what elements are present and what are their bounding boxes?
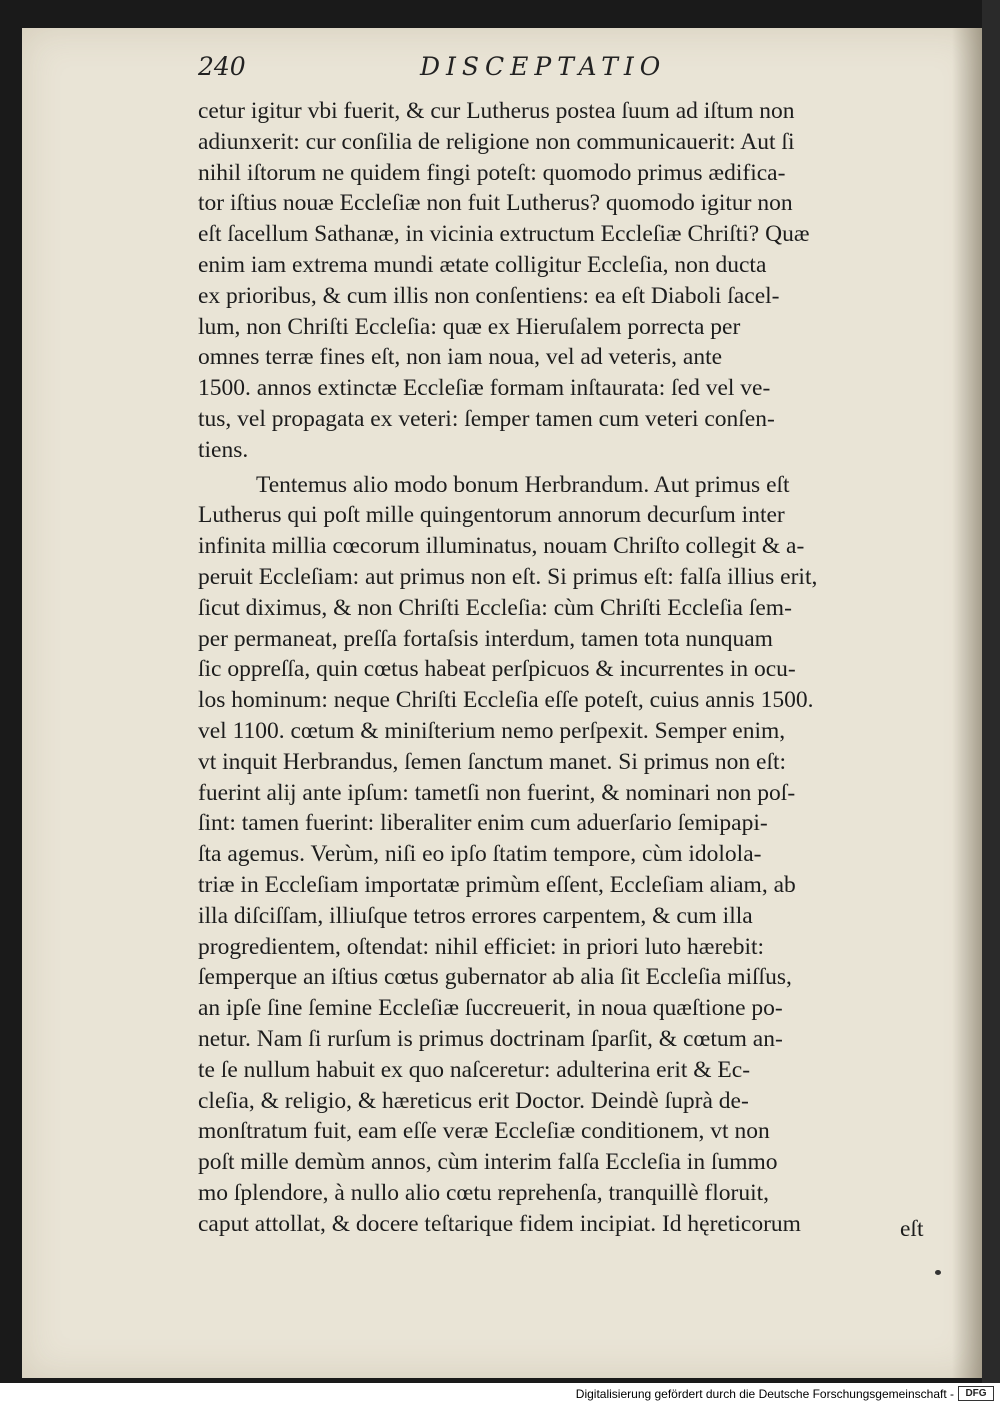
text-line: infinita millia cœcorum illuminatus, nouam Chriſto collegit & a- [198,533,805,560]
text-line: caput attollat, & docere teſtarique fidem incipiat. Id hęreticorum [198,1210,801,1237]
ink-speck [935,1270,941,1275]
text-line: per permaneat, preſſa fortaſsis interdum, tamen tota nunquam [198,625,773,652]
text-line: cleſia, & religio, & hæreticus erit Doctor. Deindè ſuprà de- [198,1087,749,1114]
text-line: ſint: tamen fuerint: liberaliter enim cum aduerſario ſemipapi- [198,810,768,837]
text-line: monſtratum fuit, eam eſſe veræ Eccleſiæ conditionem, vt non [198,1118,770,1145]
text-line: ſta agemus. Verùm, niſi eo ipſo ſtatim tempore, cùm idolola- [198,841,762,868]
running-head [198,52,918,92]
funding-credit: Digitalisierung gefördert durch die Deutsche Forschungsgemeinschaft - [575,1387,954,1401]
text-line: tiens. [198,436,249,463]
page-gutter-shadow [952,28,982,1378]
digitization-footer [0,1383,1000,1404]
text-line: poſt mille demùm annos, cùm interim falſa Eccleſia in ſummo [198,1149,778,1176]
text-line: peruit Eccleſiam: aut primus non eſt. Si primus eſt: falſa illius erit, [198,563,818,590]
text-line: Lutherus qui poſt mille quingentorum annorum decurſum inter [198,502,785,529]
page-number: 240 [198,52,246,81]
text-line: adiunxerit: cur conſilia de religione non communicauerit: Aut ſi [198,128,795,155]
text-line: lum, non Chriſti Eccleſia: quæ ex Hieruſalem porrecta per [198,313,741,340]
text-line: illa diſciſſam, illiuſque tetros errores carpentem, & cum illa [198,902,753,929]
text-line: tor iſtius nouæ Eccleſiæ non fuit Lutherus? quomodo igitur non [198,190,793,217]
running-title: DISCEPTATIO [420,52,667,81]
text-line: ſemperque an iſtius cœtus gubernator ab alia ſit Eccleſia miſſus, [198,964,792,991]
text-line: fuerint alij ante ipſum: tametſi non fuerint, & nominari non poſ- [198,779,796,806]
text-line: an ipſe ſine ſemine Eccleſiæ ſuccreuerit, in noua quæſtione po- [198,995,783,1022]
text-line: progredientem, oſtendat: nihil efficiet: in priori luto hærebit: [198,933,765,960]
text-line: tus, vel propagata ex veteri: ſemper tamen cum veteri conſen- [198,405,775,432]
text-line: omnes terræ fines eſt, non iam noua, vel ad veteris, ante [198,344,723,371]
dfg-logo: DFG [958,1386,994,1401]
text-line: triæ in Eccleſiam importatæ primùm eſſent, Eccleſiam aliam, ab [198,871,796,898]
text-line: netur. Nam ſi rurſum is primus doctrinam ſparſit, & cœtum an- [198,1025,783,1052]
text-line: ſicut diximus, & non Chriſti Eccleſia: cùm Chriſti Eccleſia ſem- [198,594,792,621]
text-line: vel 1100. cœtum & miniſterium nemo perſpexit. Semper enim, [198,717,786,744]
paragraph-first-line: Tentemus alio modo bonum Herbrandum. Aut primus eſt [256,471,790,498]
text-line: cetur igitur vbi fuerit, & cur Lutherus postea ſuum ad iſtum non [198,98,795,124]
text-line: enim iam extrema mundi ætate colligitur Eccleſia, non ducta [198,251,767,278]
text-line: nihil iſtorum ne quidem fingi poteſt: quomodo primus ædifica- [198,159,786,186]
text-line: eſt ſacellum Sathanæ, in vicinia extructum Eccleſiæ Chriſti? Quæ [198,221,810,248]
body-text [198,96,938,1239]
scan-edge [982,0,1000,1383]
text-line: ex prioribus, & cum illis non conſentiens: ea eſt Diaboli ſacel- [198,282,780,309]
text-line: mo ſplendore, à nullo alio cœtu reprehenſa, tranquillè floruit, [198,1179,769,1206]
text-line: vt inquit Herbrandus, ſemen ſanctum manet. Si primus non eſt: [198,748,787,775]
text-line: te ſe nullum habuit ex quo naſceretur: adulterina erit & Ec- [198,1056,751,1083]
text-line: los hominum: neque Chriſti Eccleſia eſſe poteſt, cuius annis 1500. [198,687,814,714]
catchword: eſt [900,1216,924,1242]
text-line: ſic oppreſſa, quin cœtus habeat perſpicuos & incurrentes in ocu- [198,656,796,683]
text-line: 1500. annos extinctæ Eccleſiæ formam inſtaurata: ſed vel ve- [198,375,771,402]
